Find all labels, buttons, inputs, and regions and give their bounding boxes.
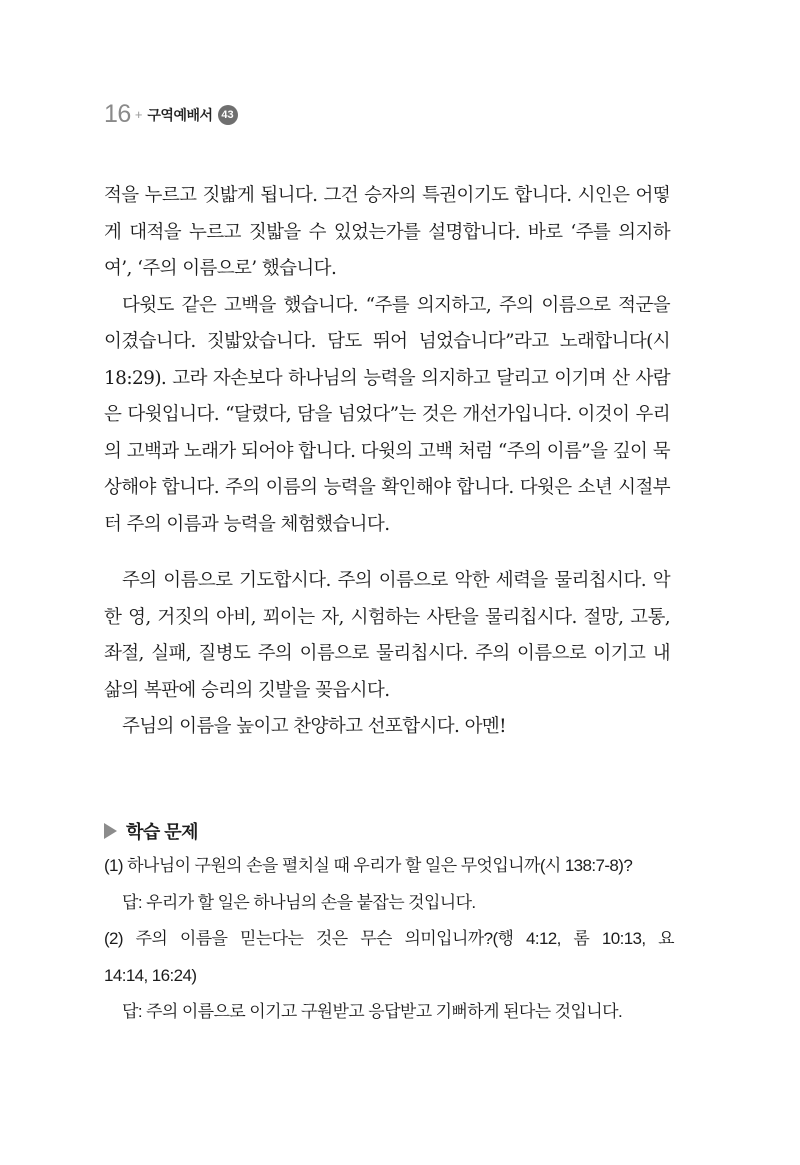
paragraph: 주의 이름으로 기도합시다. 주의 이름으로 악한 세력을 물리칩시다. 악한 영, 거짓의 아비, 꾀이는 자, 시험하는 사탄을 물리칩시다. 절망, 고통, 좌절, 실패, 질병도 주의 이름으로 물리칩시다. 주의 이름으로 이기고 내 삶의 복판에 승리의 깃발을 꽂읍시다.	[104, 570, 670, 701]
triangle-bullet-icon	[104, 823, 117, 839]
page-header	[104, 100, 238, 129]
answer-2: 답: 주의 이름으로 이기고 구원받고 응답받고 기뻐하게 된다는 것입니다.	[122, 1002, 623, 1021]
answer-1: 답: 우리가 할 일은 하나님의 손을 붙잡는 것입니다.	[122, 892, 476, 912]
body-section-1	[104, 178, 670, 543]
paragraph: 다윗도 같은 고백을 했습니다. “주를 의지하고, 주의 이름으로 적군을 이겼습니다. 짓밟았습니다. 담도 뛰어 넘었습니다”라고 노래합니다(시 18:29). 고라 자손보다 하나님의 능력을 의지하고 달리고 이기며 산 사람은 다윗입니다. “달렸다, 담을 넘었다”는 것은 개선가입니다. 이것이 우리의 고백과 노래가 되어야 합니다. 다윗의 고백 처럼 “주의 이름”을 깊이 묵상해야 합니다. 주의 이름의 능력을 확인해야 합니다. 다윗은 소년 시절부터 주의 이름과 능력을 체험했습니다.	[104, 294, 670, 535]
study-heading-label: 학습 문제	[126, 822, 199, 842]
page-number: 16	[104, 100, 131, 128]
paragraph: 주님의 이름을 높이고 찬양하고 선포합시다. 아멘!	[122, 716, 506, 737]
book-title: 구역예배서	[147, 106, 213, 123]
body-section-2	[104, 563, 670, 746]
paragraph: 적을 누르고 짓밟게 됩니다. 그건 승자의 특권이기도 합니다. 시인은 어떻게 대적을 누르고 짓밟을 수 있었는가를 설명합니다. 바로 ‘주를 의지하여’, ‘주의 이름으로’ 했습니다.	[104, 185, 670, 279]
volume-badge: 43	[218, 105, 238, 125]
question-2: (2) 주의 이름을 믿는다는 것은 무슨 의미입니까?(행 4:12, 롬 10:13, 요	[104, 929, 674, 948]
question-2-continued: 14:14, 16:24)	[104, 965, 197, 985]
study-questions	[104, 814, 674, 1031]
question-1: (1) 하나님이 구원의 손을 펼치실 때 우리가 할 일은 무엇입니까(시 138:7-8)?	[104, 856, 633, 875]
header-separator: +	[134, 107, 143, 122]
study-heading	[104, 814, 674, 848]
